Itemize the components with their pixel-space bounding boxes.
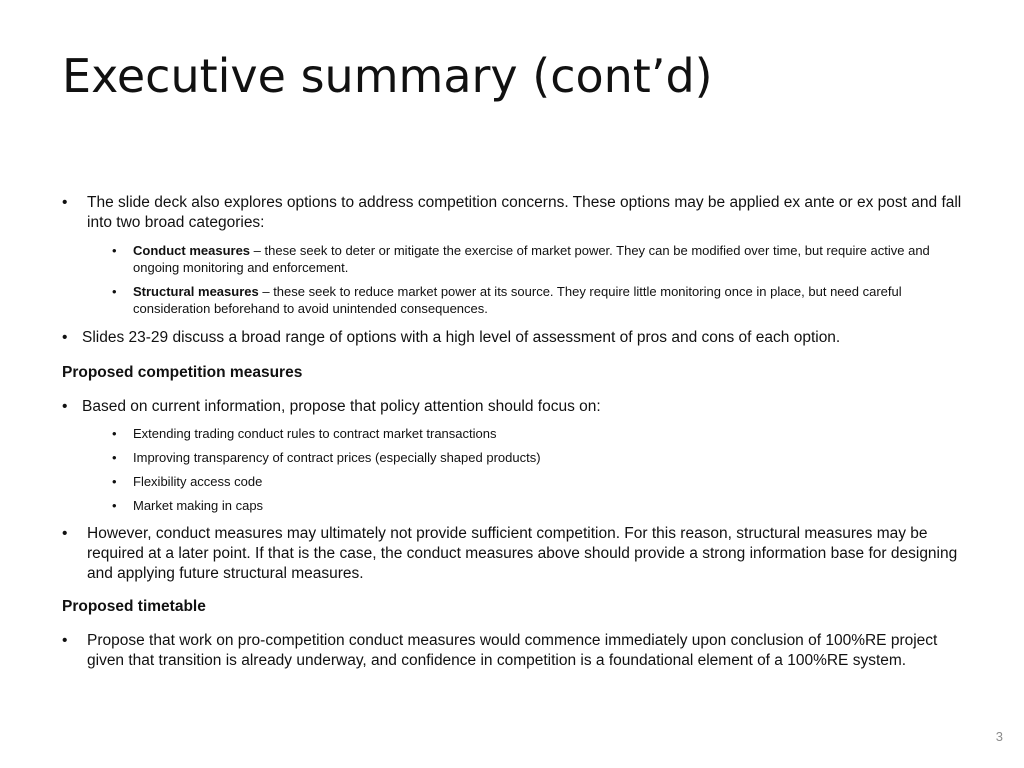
list-item <box>62 497 972 514</box>
bullet-slides-note <box>62 328 972 348</box>
list-item-text: Extending trading conduct rules to contract market transactions <box>133 426 497 441</box>
bullet-marker: • <box>62 329 68 346</box>
list-item-text: Flexibility access code <box>133 474 263 489</box>
sub-bullet-conduct-text: – these seek to deter or mitigate the exercise of market power. They can be modified over time, but require active and ongoing monitoring and enforcement. <box>133 243 930 275</box>
term-conduct-measures: Conduct measures <box>133 243 251 258</box>
bullet-intro <box>62 193 972 233</box>
list-item-text: Market making in caps <box>133 498 264 513</box>
bullet-marker: • <box>62 194 68 211</box>
heading-proposed-timetable: Proposed timetable <box>62 598 206 615</box>
bullet-marker: • <box>112 498 117 513</box>
sub-bullet-structural <box>62 283 972 317</box>
bullet-marker: • <box>112 243 117 258</box>
bullet-timetable-text: Propose that work on pro-competition conduct measures would commence immediately upon conclusion of 100%RE project given that transition is already underway, and confidence in competition is a foundational element of a 100%RE system. <box>87 632 938 669</box>
list-item-text: Improving transparency of contract prices (especially shaped products) <box>133 450 541 465</box>
bullet-marker: • <box>112 426 117 441</box>
bullet-measures-lead <box>62 397 972 417</box>
slide-body <box>62 193 972 671</box>
bullet-measures-lead-text: Based on current information, propose that policy attention should focus on: <box>82 398 601 415</box>
bullet-marker: • <box>112 474 117 489</box>
slide-title: Executive summary (cont’d) <box>62 49 713 103</box>
bullet-measures-caveat-text: However, conduct measures may ultimately not provide sufficient competition. For this reason, structural measures may be required at a later point. If that is the case, the conduct measures above should provide a strong information base for designing and applying future structural measures. <box>87 525 958 582</box>
bullet-marker: • <box>112 450 117 465</box>
heading-proposed-competition-measures: Proposed competition measures <box>62 364 303 381</box>
bullet-marker: • <box>62 525 68 542</box>
term-structural-measures: Structural measures <box>133 284 259 299</box>
sub-bullet-structural-text: – these seek to reduce market power at its source. They require little monitoring once in place, but need careful consideration beforehand to avoid unintended consequences. <box>133 284 902 316</box>
sub-bullet-conduct <box>62 242 972 276</box>
bullet-timetable <box>62 631 972 671</box>
page-number: 3 <box>995 729 1003 744</box>
bullet-measures-caveat <box>62 524 972 584</box>
bullet-marker: • <box>112 284 117 299</box>
list-item <box>62 449 972 466</box>
list-item <box>62 473 972 490</box>
bullet-intro-text: The slide deck also explores options to address competition concerns. These options may be applied ex ante or ex post and fall into two broad categories: <box>87 194 962 231</box>
bullet-marker: • <box>62 398 68 415</box>
bullet-slides-note-text: Slides 23-29 discuss a broad range of options with a high level of assessment of pros and cons of each option. <box>82 329 841 346</box>
list-item <box>62 425 972 442</box>
bullet-marker: • <box>62 632 68 649</box>
